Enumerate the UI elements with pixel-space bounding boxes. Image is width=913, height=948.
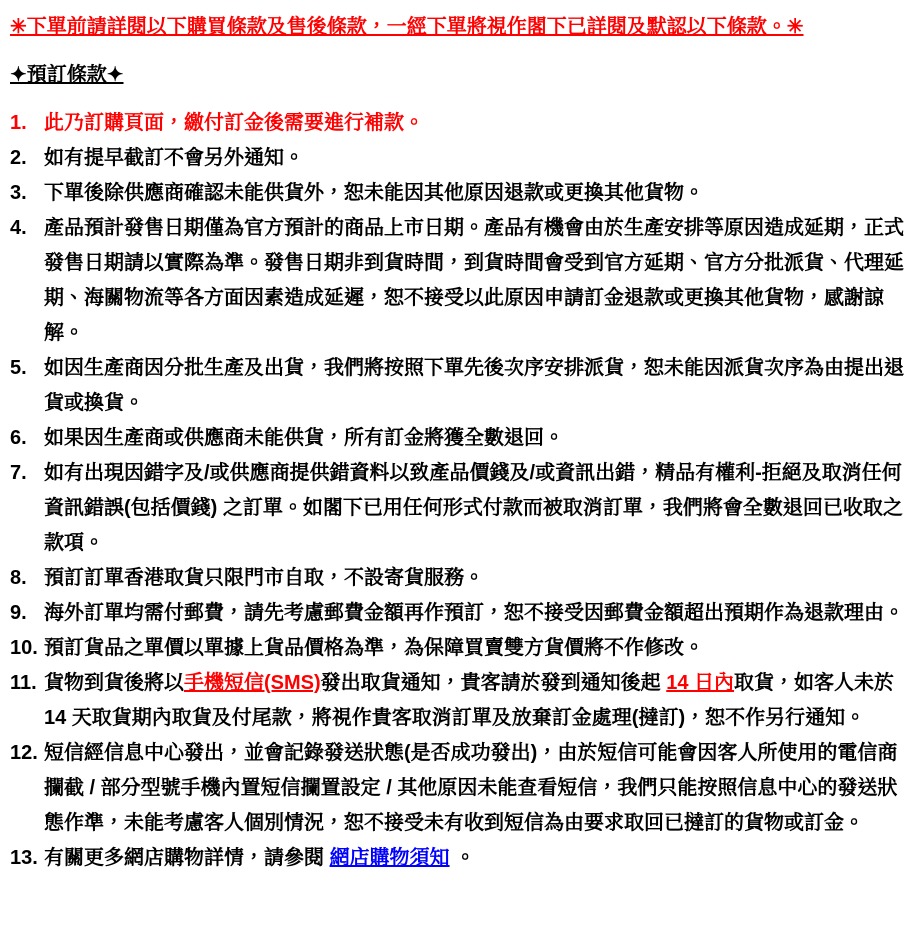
term-item-6 — [10, 421, 907, 456]
term-text — [44, 672, 894, 729]
term-number: 2. — [10, 147, 27, 169]
term-item-8 — [10, 561, 907, 596]
online-store-guide-link[interactable]: 網店購物須知 — [329, 847, 450, 869]
purchase-notice-banner: ✳下單前請詳閱以下購買條款及售後條款，一經下單將視作閣下已詳閱及默認以下條款。✳ — [10, 16, 804, 38]
term-number: 11. — [10, 672, 37, 694]
term-text: 預訂貨品之單價以單據上貨品價格為準，為保障買賣雙方貨價將不作修改。 — [44, 637, 704, 659]
term-text-segment: 有關更多網店購物詳情，請參閱 — [44, 847, 330, 869]
terms-list — [10, 106, 907, 876]
term-text: 海外訂單均需付郵費，請先考慮郵費金額再作預訂，恕不接受因郵費金額超出預期作為退款理由。 — [44, 602, 904, 624]
term-item-13 — [10, 841, 907, 876]
term-text: 短信經信息中心發出，並會記錄發送狀態(是否成功發出)，由於短信可能會因客人所使用的電信商攔截 / 部分型號手機內置短信攔置設定 / 其他原因未能查看短信，我們只能按照信息中心的發送狀態作準，未能考慮客人個別情況，恕不接受未有收到短信為由要求取回已撻訂的貨物或訂金。 — [44, 742, 898, 834]
term-item-1 — [10, 106, 907, 141]
term-number: 7. — [10, 462, 27, 484]
term-number: 5. — [10, 357, 27, 379]
term-number: 12. — [10, 742, 38, 764]
term-text-segment: 發出取貨通知，貴客請於發到通知後起 — [320, 672, 667, 694]
section-title-preorder-terms: ✦預訂條款✦ — [10, 64, 124, 86]
term-item-9 — [10, 596, 907, 631]
term-text: 產品預計發售日期僅為官方預計的商品上市日期。產品有機會由於生產安排等原因造成延期，正式發售日期請以實際為準。發售日期非到貨時間，到貨時間會受到官方延期、官方分批派貨、代理延期、海關物流等各方面因素造成延遲，恕不接受以此原因申請訂金退款或更換其他貨物，感謝諒解。 — [44, 217, 904, 344]
term-item-10 — [10, 631, 907, 666]
term-text-segment: 。 — [449, 847, 476, 869]
term-item-11 — [10, 666, 907, 736]
term-text: 此乃訂購頁面，繳付訂金後需要進行補款。 — [44, 112, 424, 134]
term-item-3 — [10, 176, 907, 211]
term-text: 如有提早截訂不會另外通知。 — [44, 147, 304, 169]
pickup-deadline-highlight: 14 日內 — [666, 672, 735, 694]
term-text-segment: 取貨，如客人未於 14 天取貨期內取貨及付尾款，將視作貴客取消訂單及放棄訂金處理(撻訂)，恕不作另行通知。 — [44, 672, 895, 729]
term-item-12 — [10, 736, 907, 841]
term-text: 如有出現因錯字及/或供應商提供錯資料以致產品價錢及/或資訊出錯，精品有權利-拒絕及取消任何資訊錯誤(包括價錢) 之訂單。如閣下已用任何形式付款而被取消訂單，我們將會全數退回已收取之款項。 — [44, 462, 903, 554]
term-number: 4. — [10, 217, 27, 239]
term-text: 如果因生產商或供應商未能供貨，所有訂金將獲全數退回。 — [44, 427, 564, 449]
term-number: 13. — [10, 847, 38, 869]
term-text — [44, 847, 475, 869]
sms-highlight: 手機短信(SMS) — [184, 672, 321, 694]
term-number: 3. — [10, 182, 27, 204]
term-text: 預訂訂單香港取貨只限門市自取，不設寄貨服務。 — [44, 567, 484, 589]
term-item-2 — [10, 141, 907, 176]
term-number: 10. — [10, 637, 38, 659]
term-text-segment: 貨物到貨後將以 — [44, 672, 184, 694]
term-text: 下單後除供應商確認未能供貨外，恕未能因其他原因退款或更換其他貨物。 — [44, 182, 704, 204]
term-number: 8. — [10, 567, 27, 589]
term-number: 6. — [10, 427, 27, 449]
term-text: 如因生產商因分批生產及出貨，我們將按照下單先後次序安排派貨，恕未能因派貨次序為由提出退貨或換貨。 — [44, 357, 904, 414]
term-number: 1. — [10, 112, 27, 134]
term-item-7 — [10, 456, 907, 561]
term-item-4 — [10, 211, 907, 351]
term-number: 9. — [10, 602, 27, 624]
term-item-5 — [10, 351, 907, 421]
